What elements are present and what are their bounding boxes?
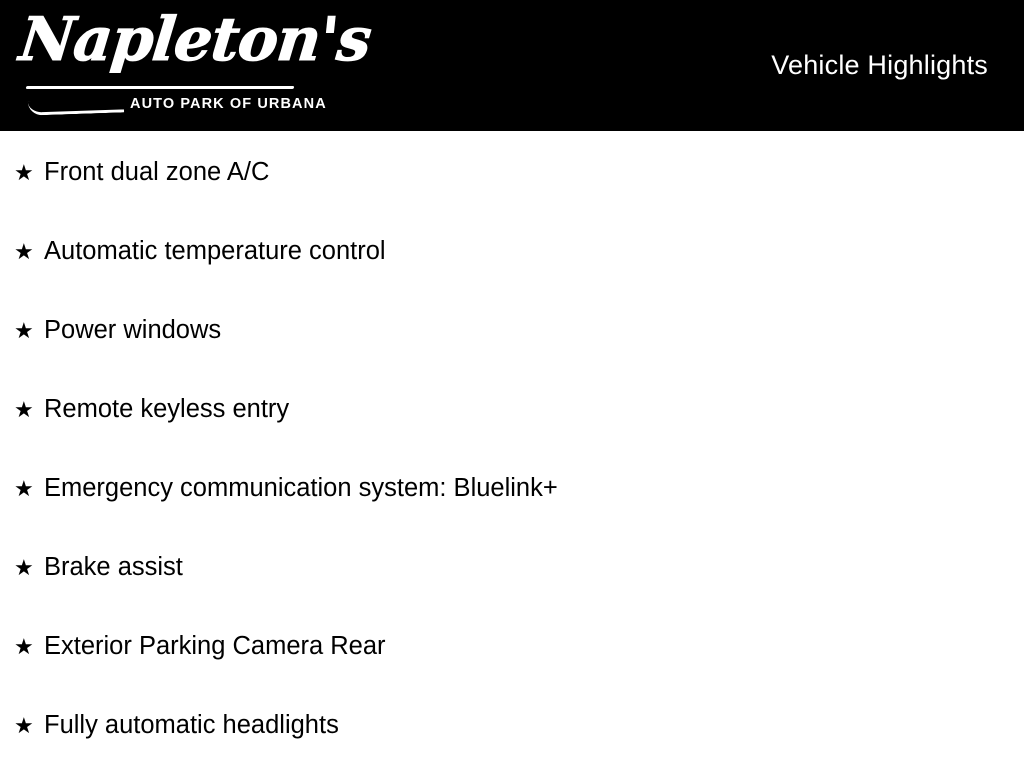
list-item — [0, 447, 1024, 526]
list-item — [0, 210, 1024, 289]
star-icon: ★ — [14, 397, 34, 422]
list-item — [0, 289, 1024, 368]
list-item — [0, 526, 1024, 605]
list-item-label: Front dual zone A/C — [44, 158, 270, 186]
list-item — [0, 368, 1024, 447]
list-item — [0, 605, 1024, 684]
highlights-list — [0, 131, 1024, 763]
list-item-label: Fully automatic headlights — [44, 711, 339, 739]
logo-script-text: Napleton's — [16, 5, 374, 75]
page-header — [0, 0, 1024, 131]
star-icon: ★ — [14, 634, 34, 659]
list-item-label: Brake assist — [44, 553, 183, 581]
list-item — [0, 131, 1024, 210]
list-item-label: Automatic temperature control — [44, 237, 386, 265]
star-icon: ★ — [14, 476, 34, 501]
list-item-label: Emergency communication system: Bluelink+ — [44, 474, 558, 502]
list-item — [0, 684, 1024, 763]
star-icon: ★ — [14, 713, 34, 738]
list-item-label: Remote keyless entry — [44, 395, 290, 423]
logo-underline-decoration — [26, 86, 295, 89]
napletons-logo — [12, 5, 374, 124]
star-icon: ★ — [14, 239, 34, 264]
page-title: Vehicle Highlights — [771, 50, 988, 80]
logo-swoosh-decoration — [28, 98, 124, 115]
logo-subtitle: AUTO PARK OF URBANA — [130, 96, 327, 112]
list-item-label: Exterior Parking Camera Rear — [44, 632, 386, 660]
list-item-label: Power windows — [44, 316, 222, 344]
star-icon: ★ — [14, 318, 34, 343]
star-icon: ★ — [14, 160, 34, 185]
star-icon: ★ — [14, 555, 34, 580]
